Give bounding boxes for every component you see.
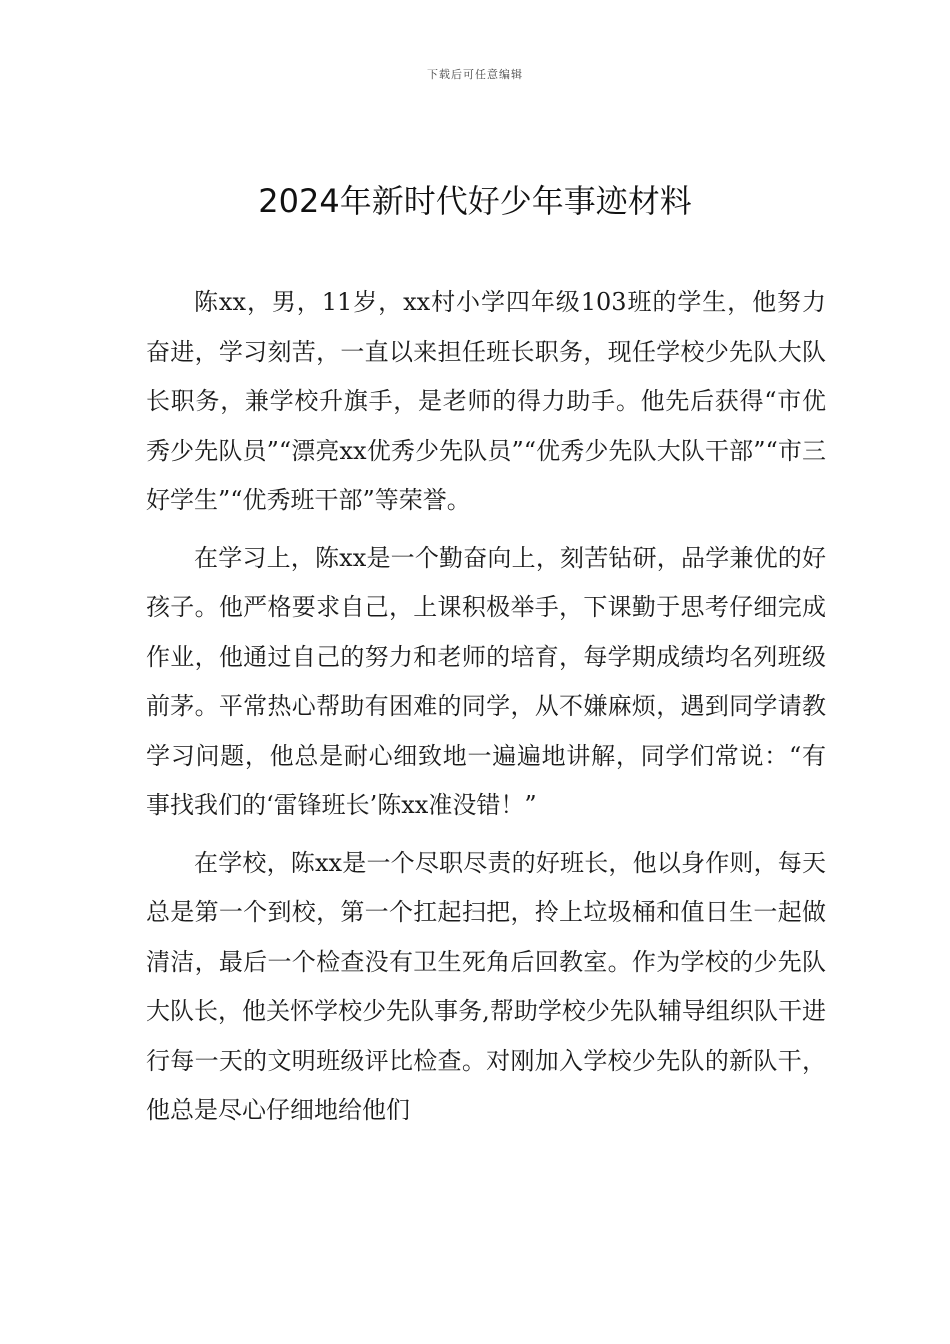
- paragraph-3: 在学校，陈xx是一个尽职尽责的好班长，他以身作则，每天总是第一个到校，第一个扛起扫把，拎上垃圾桶和值日生一起做清洁，最后一个检查没有卫生死角后回教室。作为学校的少先队大队长，他关怀学校少先队事务,帮助学校少先队辅导组织队干进行每一天的文明班级评比检查。对刚加入学校少先队的新队干，他总是尽心仔细地给他们: [146, 848, 826, 1124]
- paragraph-1: 陈xx，男，11岁，xx村小学四年级103班的学生，他努力奋进，学习刻苦，一直以来担任班长职务，现任学校少先队大队长职务，兼学校升旗手，是老师的得力助手。他先后获得“市优秀少先队员”“漂亮xx优秀少先队员”“优秀少先队大队干部”“市三好学生”“优秀班干部”等荣誉。: [146, 288, 826, 514]
- document-title: 2024年新时代好少年事迹材料: [258, 182, 692, 220]
- header-note: 下载后可任意编辑: [427, 68, 523, 81]
- paragraph-2: 在学习上，陈xx是一个勤奋向上，刻苦钻研，品学兼优的好孩子。他严格要求自己，上课积极举手，下课勤于思考仔细完成作业，他通过自己的努力和老师的培育，每学期成绩均名列班级前茅。平常热心帮助有困难的同学，从不嫌麻烦，遇到同学请教学习问题，他总是耐心细致地一遍遍地讲解，同学们常说：“有事找我们的‘雷锋班长’陈xx准没错！”: [146, 543, 826, 819]
- document-body: [146, 278, 826, 1144]
